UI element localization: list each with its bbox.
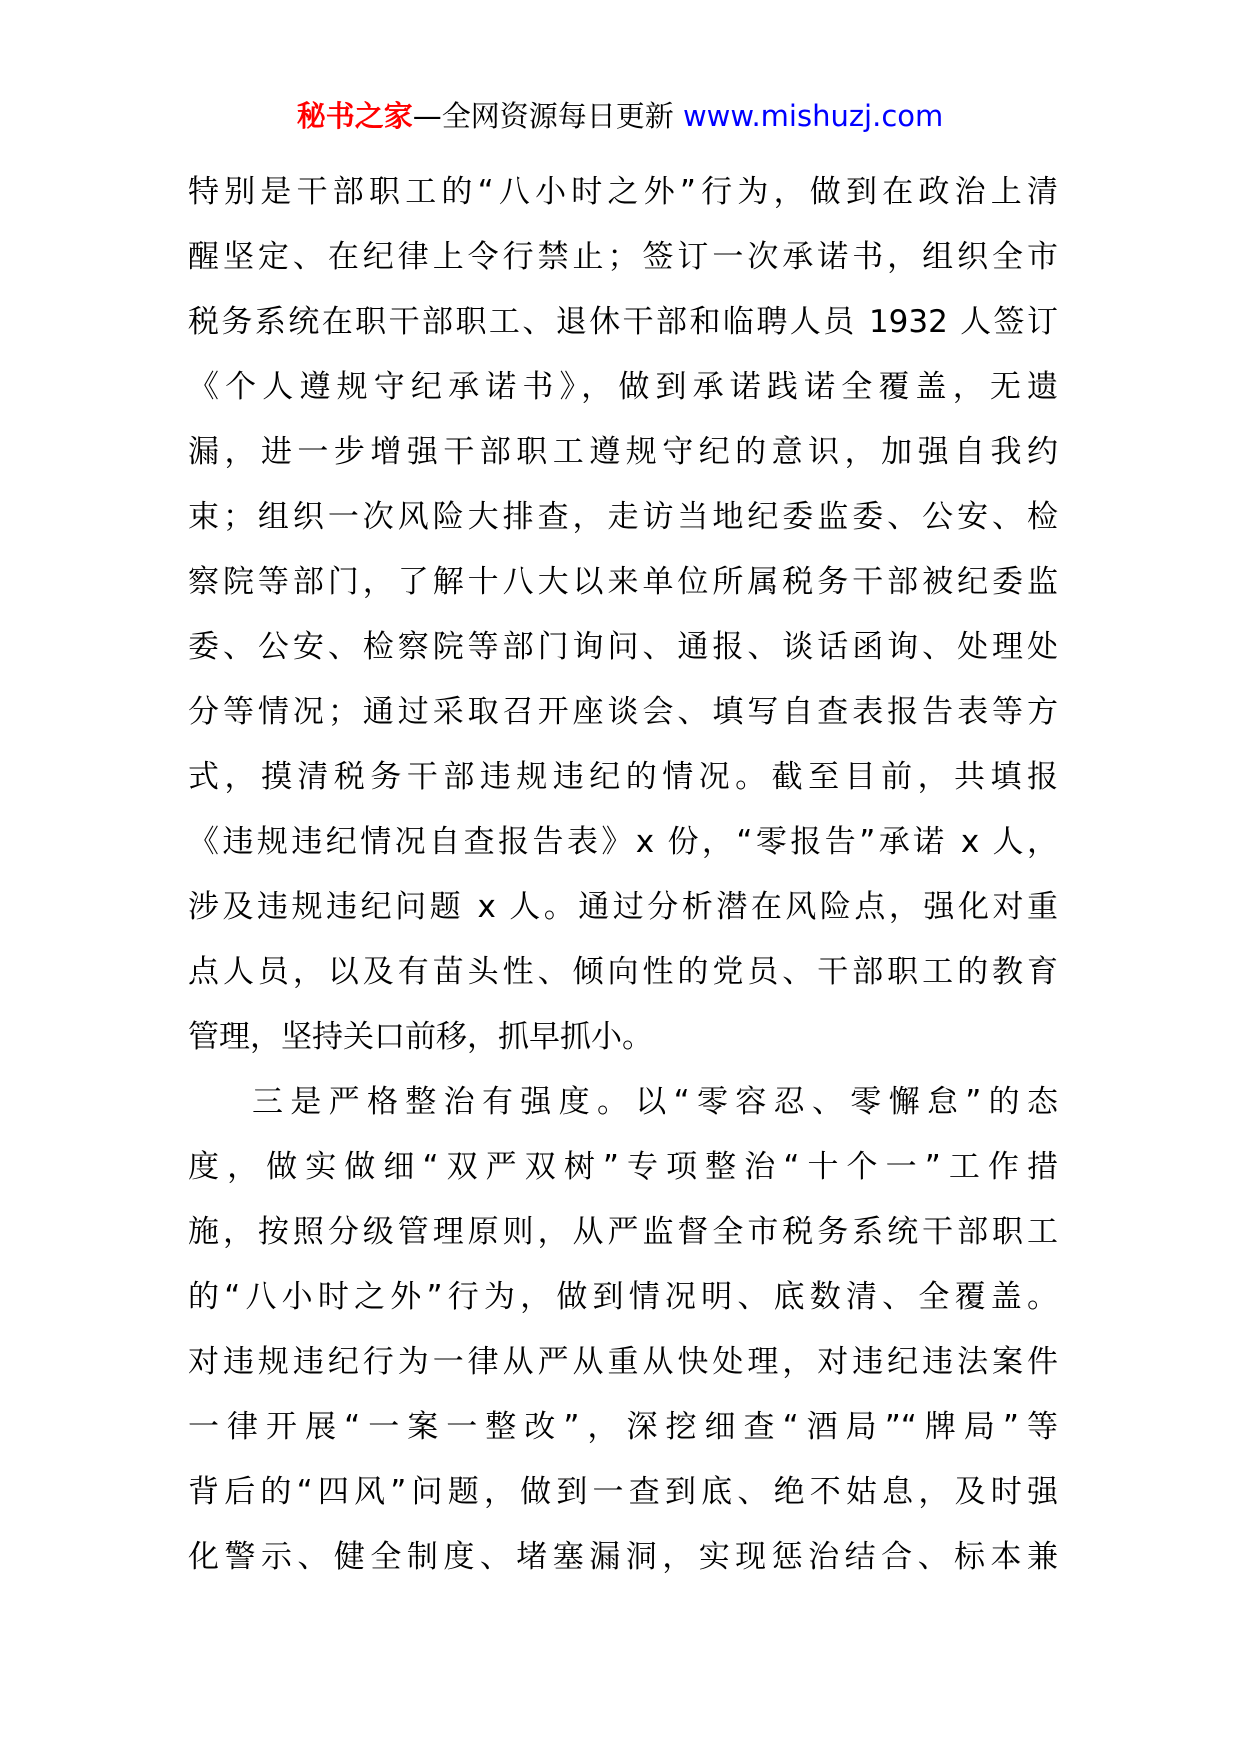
site-url[interactable]: www.mishuzj.com [682, 99, 944, 133]
text-line: 束；组织一次风险大排查，走访当地纪委监委、公安、检 [188, 499, 1058, 535]
text-line: 漏，进一步增强干部职工遵规守纪的意识，加强自我约 [188, 434, 1058, 470]
text-line: 施，按照分级管理原则，从严监督全市税务系统干部职工 [188, 1214, 1058, 1250]
text-line: 醒坚定、在纪律上令行禁止；签订一次承诺书，组织全市 [188, 239, 1058, 275]
text-line: 管理，坚持关口前移，抓早抓小。 [188, 1019, 653, 1055]
text-line: 分等情况；通过采取召开座谈会、填写自查表报告表等方 [188, 694, 1058, 730]
site-tagline: —全网资源每日更新 [412, 99, 674, 133]
text-line: 背后的“四风”问题，做到一查到底、绝不姑息，及时强 [188, 1474, 1058, 1510]
text-line: 对违规违纪行为一律从严从重从快处理，对违纪违法案件 [188, 1344, 1058, 1380]
page-header [0, 98, 1240, 134]
text-line: 《违规违纪情况自查报告表》x 份，“零报告”承诺 x 人， [188, 824, 1058, 860]
text-line: 特别是干部职工的“八小时之外”行为，做到在政治上清 [188, 174, 1058, 210]
text-line: 税务系统在职干部职工、退休干部和临聘人员 1932 人签订 [188, 304, 1058, 340]
text-line: 点人员，以及有苗头性、倾向性的党员、干部职工的教育 [188, 954, 1058, 990]
text-line: 察院等部门，了解十八大以来单位所属税务干部被纪委监 [188, 564, 1058, 600]
text-line: 化警示、健全制度、堵塞漏洞，实现惩治结合、标本兼 [188, 1539, 1058, 1575]
text-line: 度，做实做细“双严双树”专项整治“十个一”工作措 [188, 1149, 1058, 1185]
text-line: 《个人遵规守纪承诺书》，做到承诺践诺全覆盖，无遗 [188, 369, 1058, 405]
text-line: 的“八小时之外”行为，做到情况明、底数清、全覆盖。 [188, 1279, 1058, 1315]
text-line: 涉及违规违纪问题 x 人。通过分析潜在风险点，强化对重 [188, 889, 1058, 925]
text-line: 一律开展“一案一整改”，深挖细查“酒局”“牌局”等 [188, 1409, 1058, 1445]
text-line: 委、公安、检察院等部门询问、通报、谈话函询、处理处 [188, 629, 1058, 665]
document-body [188, 160, 1058, 1590]
site-brand: 秘书之家 [296, 99, 413, 133]
text-line: 式，摸清税务干部违规违纪的情况。截至目前，共填报 [188, 759, 1058, 795]
paragraph-start-line: 三是严格整治有强度。以“零容忍、零懈怠”的态 [252, 1084, 1058, 1120]
